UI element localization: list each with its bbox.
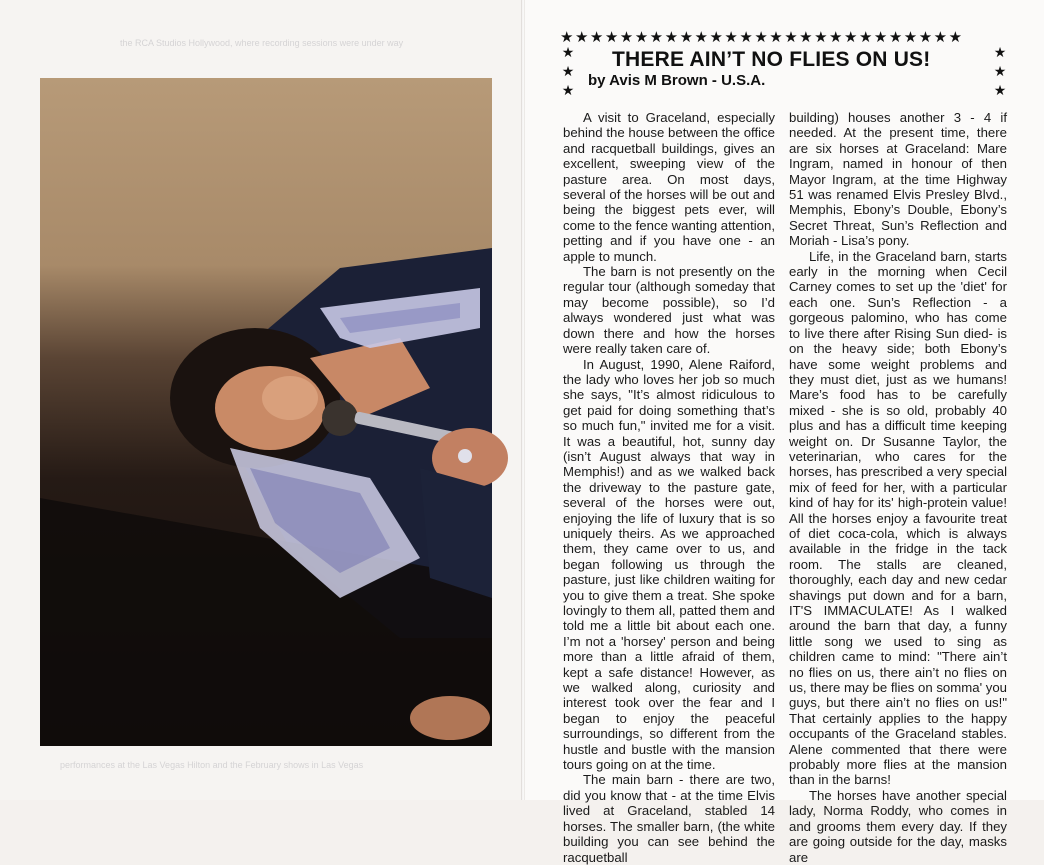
paragraph: In August, 1990, Alene Raiford, the lady who loves her job so much she says, "It’s almost ridiculous to get paid for doing something that’s so much fun," invited me for a visit. It was a beautiful, hot, sunny day (isn’t August always that way in Memphis!) and as we walked back the driveway to the pasture gate, several of the horses were out, enjoying the life of luxury that is so uniquely theirs. As we approached them, they came over to us, and began following us through the pasture, just like children waiting for you to give them a treat. She spoke lovingly to them all, patted them and told me a little bit about each one. I’m not a 'horsey' person and being more than a little afraid of them, kept a safe distance! However, as we walked along, curiosity and interest took over the fear and I began to enjoy the peaceful surroundings, so different from the hustle and bustle with the mansion tours going on at the time. bbox=[563, 356, 775, 773]
bleed-through-text: performances at the Las Vegas Hilton and the February shows in Las Vegas bbox=[60, 760, 364, 770]
article-column-1 bbox=[563, 110, 775, 865]
article-title: THERE AIN’T NO FLIES ON US! bbox=[612, 48, 931, 71]
paragraph: Life, in the Graceland barn, starts early in the morning when Cecil Carney comes to set up the 'diet' for each one. Sun’s Reflection - a gorgeous palomino, who has come to live there after Rising Sun died- is on the heavy side; both Ebony’s have some weight problems and they must diet, just as we humans! Mare’s food has to be carefully mixed - she is so old, probably 40 plus and has a difficult time keeping weight on. Dr Susanne Taylor, the veterinarian, who cares for the horses, has prescribed a very special mix of feed for her, with a particular kind of hay for its' high-protein value! All the horses enjoy a favourite treat of diet coca-cola, which is always available in the fridge in the tack room. The stalls are cleaned, thoroughly, each day and new cedar shavings put down and for a barn, IT'S IMMACULATE! As I walked around the barn that day, a funny little song we used to sing as children came to mind: "There ain’t no flies on us, there ain’t no flies on us, there may be flies on somma' you guys, but there ain’t no flies on us!" That certainly applies to the happy occupants of the Graceland stables. Alene commented that there were probably more flies at the mansion than in the barns! bbox=[789, 248, 1008, 788]
paragraph: The barn is not presently on the regular tour (although someday that may become possible), so I’d always wondered just what was down there and how the horses were really taken care of. bbox=[563, 264, 775, 357]
star-column-right: ★ ★ ★ bbox=[993, 45, 1007, 99]
paragraph: The main barn - there are two, did you know that - at the time Elvis lived at Graceland, stabled 14 horses. The smaller barn, (the white building you can see behind the racquetball bbox=[563, 772, 775, 865]
bleed-through-text: the RCA Studios Hollywood, where recording sessions were under way bbox=[120, 38, 404, 48]
left-page bbox=[0, 0, 523, 800]
star-row-top: ★★★★★★★★★★★★★★★★★★★★★★★★★★★ bbox=[560, 28, 964, 46]
paragraph: building) houses another 3 - 4 if needed. At the present time, there are six horses at Graceland: Mare Ingram, named in honour of then Mayor Ingram, at the time Highway 51 was renamed Elvis Presley Blvd., Memphis, Ebony’s Double, Ebony’s Secret Threat, Sun’s Reflection and Moriah - Lisa’s pony. bbox=[789, 110, 1007, 249]
star-column-left: ★ ★ ★ bbox=[561, 45, 575, 99]
performer-photo-illustration bbox=[40, 78, 492, 746]
article-byline: by Avis M Brown - U.S.A. bbox=[588, 72, 766, 89]
paragraph: A visit to Graceland, especially behind the house between the office and racquetball buildings, gives an excellent, sweeping view of the pasture area. On most days, several of the horses will be out and being the biggest pets ever, will come to the fence wanting attention, petting and if you have one - an apple to munch. bbox=[563, 110, 775, 264]
paragraph: The horses have another special lady, Norma Roddy, who comes in and grooms them every day. If they are going outside for the day, masks are bbox=[789, 787, 1007, 865]
concert-photo bbox=[40, 78, 492, 746]
article-column-2 bbox=[789, 110, 1008, 865]
